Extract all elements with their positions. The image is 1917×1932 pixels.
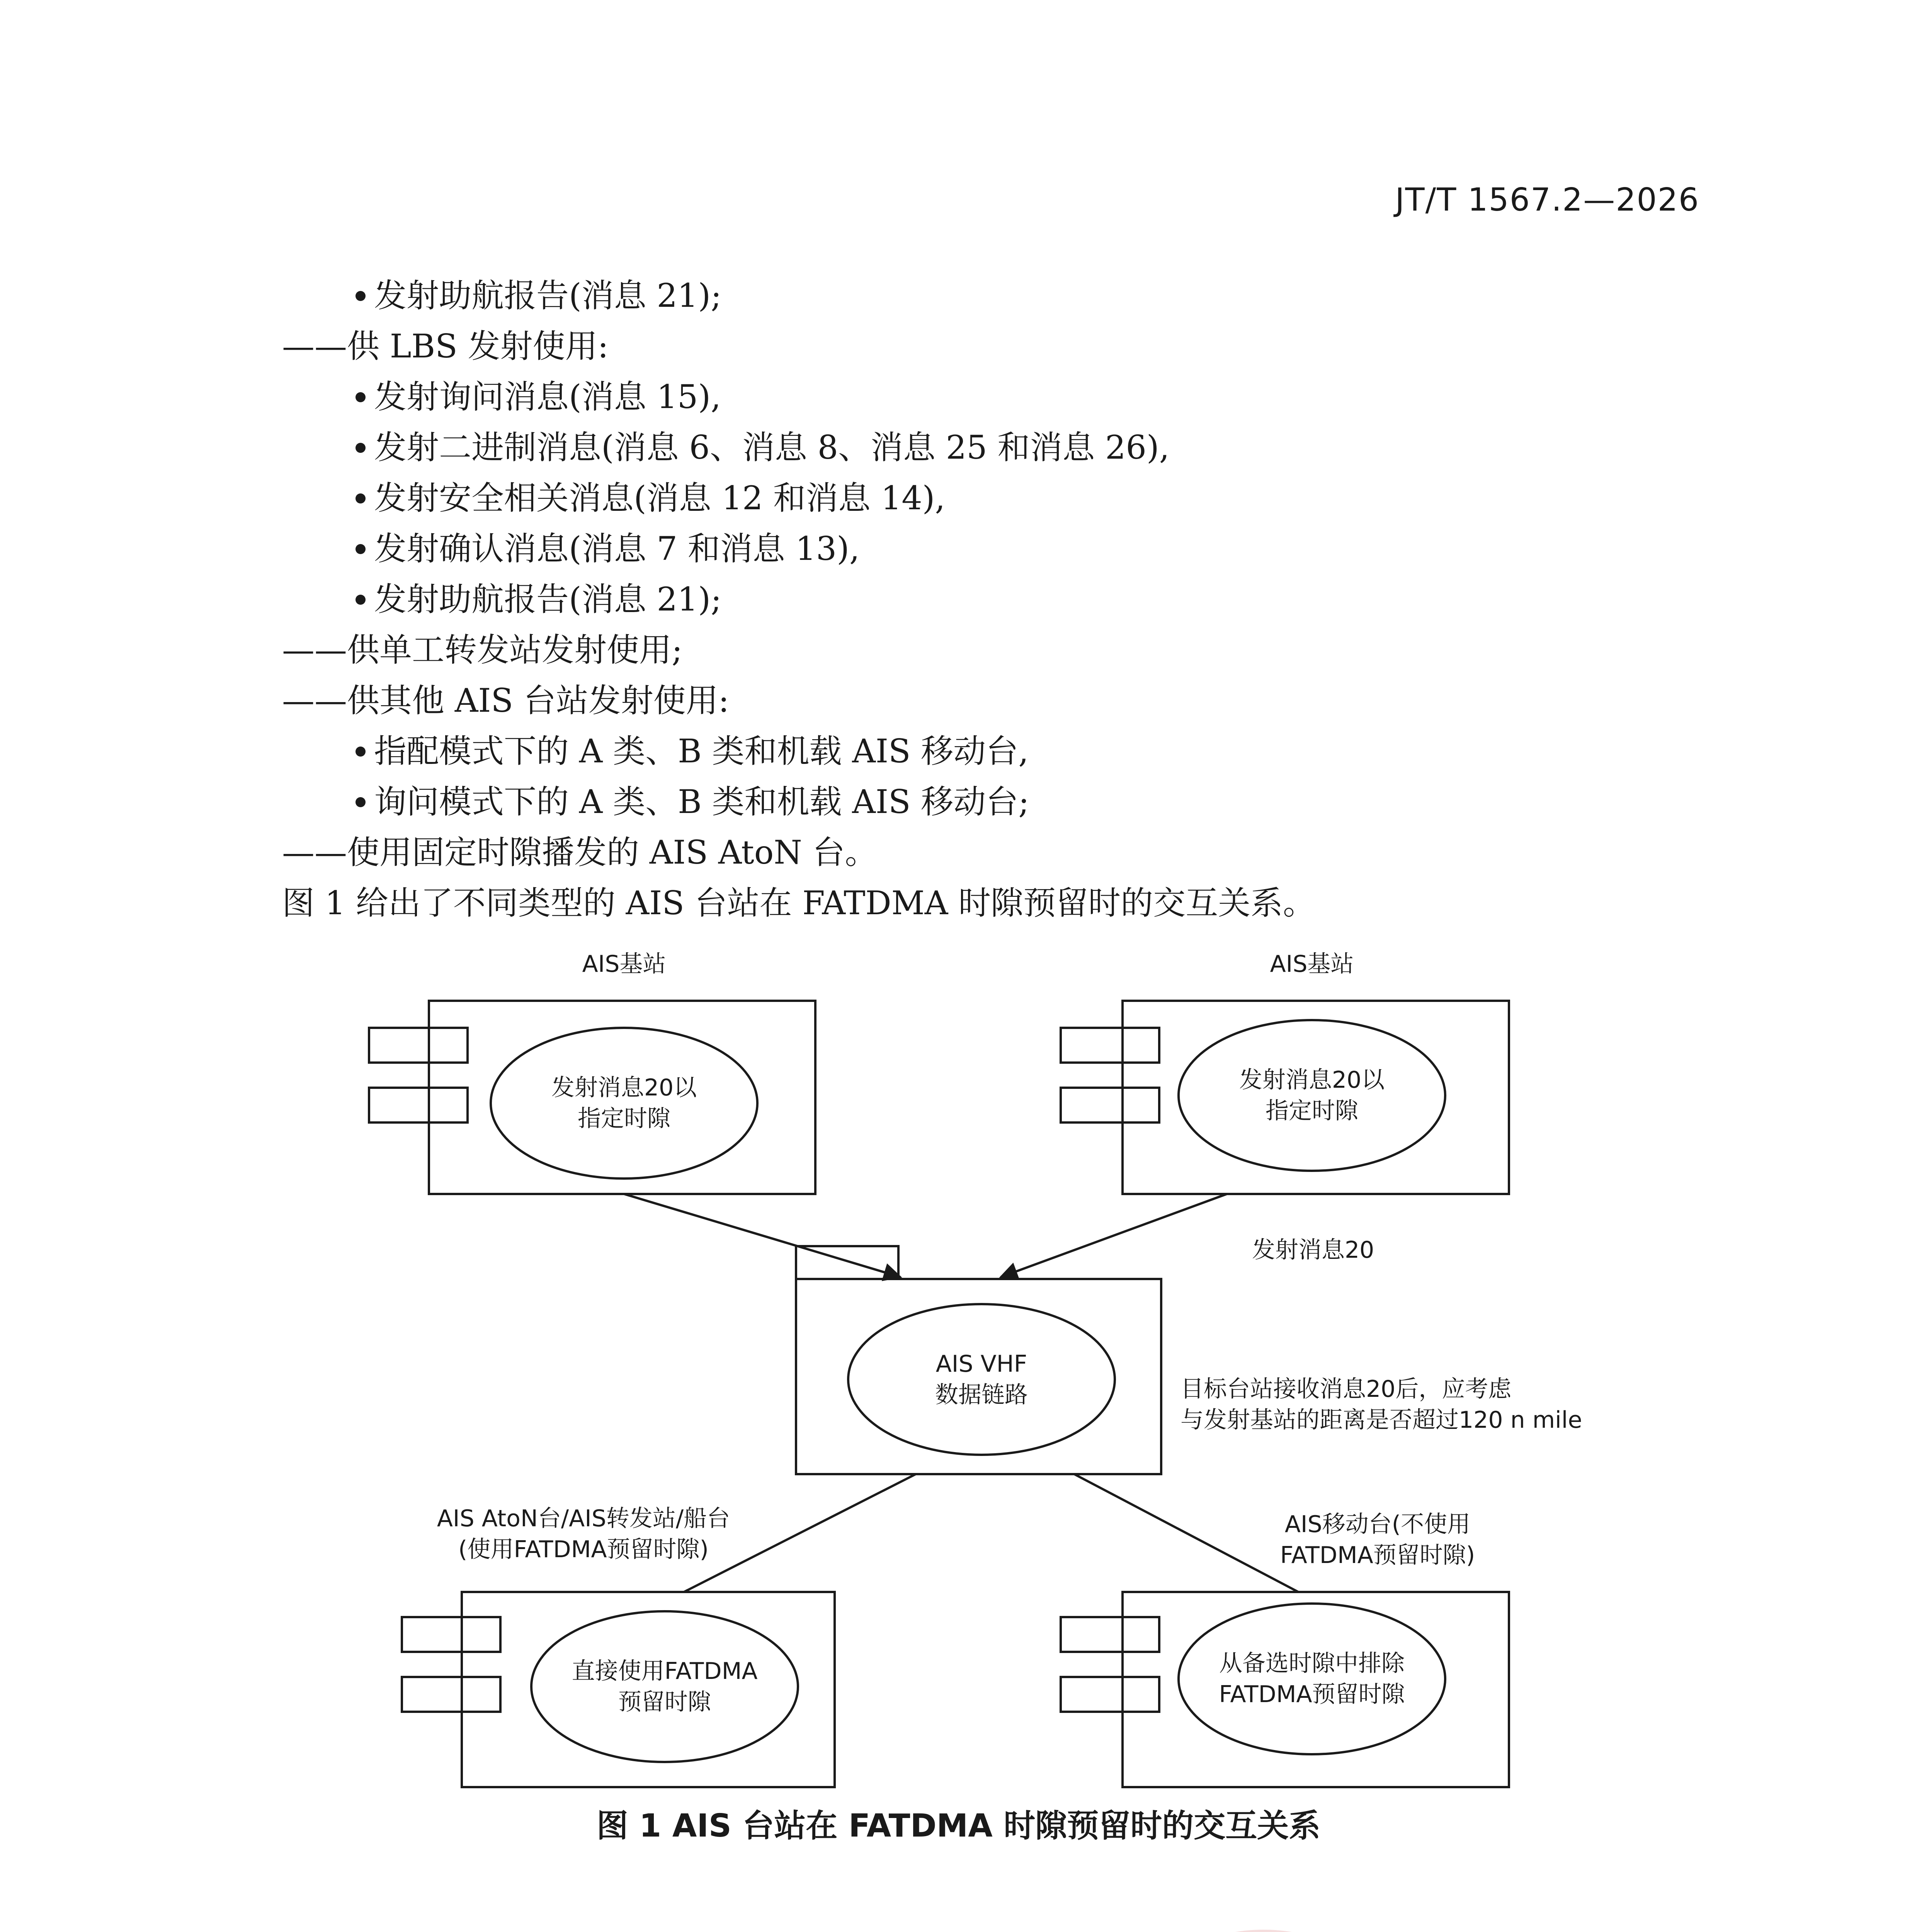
arrow-right-to-vhf: [1001, 1194, 1227, 1277]
aton-box: [462, 1592, 835, 1787]
vhf-box: [796, 1279, 1161, 1474]
mobile-port-1: [1061, 1617, 1159, 1652]
line-text: ——使用固定时隙播发的 AIS AtoN 台。: [282, 833, 878, 871]
intro-list-line-bullet: [282, 372, 1720, 422]
jt-stamp-logo: [1128, 1928, 1399, 1932]
link-vhf-to-mobile: [1074, 1474, 1298, 1592]
base-station-left-port-2: [369, 1088, 468, 1122]
target-note: 目标台站接收消息20后，应考虑 与发射基站的距离是否超过120 n mile: [1180, 1376, 1582, 1434]
intro-list-line-bullet: [282, 726, 1720, 777]
intro-list: [282, 270, 1720, 929]
intro-list-line-dash: [282, 675, 1720, 726]
intro-list-line-body: [282, 878, 1720, 929]
bullet-dot-icon: [356, 392, 366, 402]
line-text: ——供单工转发站发射使用;: [282, 631, 683, 669]
intro-list-line-bullet: [282, 473, 1720, 524]
link-vhf-to-aton: [684, 1474, 916, 1592]
base-station-right-node-text: 发射消息20以 指定时隙: [1239, 1066, 1385, 1124]
intro-list-line-bullet: [282, 270, 1720, 321]
line-text: 指配模式下的 A 类、B 类和机载 AIS 移动台,: [374, 732, 1029, 770]
aton-label: AIS AtoN台/AIS转发站/船台 (使用FATDMA预留时隙): [437, 1505, 730, 1563]
bullet-dot-icon: [356, 747, 366, 757]
mobile-label: AIS移动台(不使用 FATDMA预留时隙): [1280, 1511, 1475, 1569]
base-station-left-port-1: [369, 1028, 468, 1063]
bullet-dot-icon: [356, 544, 366, 554]
section-heading: [216, 1930, 552, 1932]
line-text: 发射确认消息(消息 7 和消息 13),: [374, 530, 860, 568]
bullet-dot-icon: [356, 443, 366, 453]
base-station-right-box: [1123, 1001, 1509, 1194]
line-text: 发射助航报告(消息 21);: [374, 277, 722, 315]
aton-port-1: [402, 1617, 500, 1652]
line-text: ——供其他 AIS 台站发射使用:: [282, 682, 730, 719]
intro-list-line-bullet: [282, 574, 1720, 625]
vhf-node-text: AIS VHF 数据链路: [935, 1350, 1028, 1408]
base-station-left-box: [429, 1001, 815, 1194]
base-station-left-label: AIS基站: [582, 951, 666, 978]
intro-list-line-dash: [282, 625, 1720, 675]
mobile-box: [1123, 1592, 1509, 1787]
standard-code: JT/T 1567.2—2026: [1395, 182, 1699, 218]
aton-node-text: 直接使用FATDMA 预留时隙: [572, 1658, 758, 1716]
intro-list-line-dash: [282, 321, 1720, 372]
mobile-ellipse: [1179, 1604, 1445, 1754]
line-text: 发射二进制消息(消息 6、消息 8、消息 25 和消息 26),: [374, 429, 1170, 466]
base-station-right-port-2: [1061, 1088, 1159, 1122]
base-station-right-ellipse: [1179, 1020, 1445, 1171]
intro-list-line-bullet: [282, 422, 1720, 473]
bullet-dot-icon: [356, 595, 366, 605]
mobile-node-text: 从备选时隙中排除 FATDMA预留时隙: [1219, 1650, 1405, 1708]
bullet-dot-icon: [356, 797, 366, 807]
line-text: 发射安全相关消息(消息 12 和消息 14),: [374, 479, 946, 517]
intro-list-line-dash: [282, 827, 1720, 878]
figure-caption: 图 1 AIS 台站在 FATDMA 时隙预留时的交互关系: [596, 1808, 1321, 1844]
arrow-left-to-vhf: [624, 1194, 900, 1277]
transmit-label: 发射消息20: [1252, 1236, 1374, 1264]
bullet-dot-icon: [356, 291, 366, 301]
line-text: 询问模式下的 A 类、B 类和机载 AIS 移动台;: [374, 783, 1029, 821]
bullet-dot-icon: [356, 493, 366, 503]
vhf-tab: [796, 1246, 898, 1279]
line-text: ——供 LBS 发射使用:: [282, 327, 609, 365]
base-station-right-label: AIS基站: [1270, 951, 1354, 978]
vhf-ellipse: [848, 1304, 1115, 1455]
intro-list-line-bullet: [282, 524, 1720, 574]
line-text: 图 1 给出了不同类型的 AIS 台站在 FATDMA 时隙预留时的交互关系。: [282, 884, 1316, 922]
intro-list-line-bullet: [282, 777, 1720, 827]
aton-ellipse: [531, 1611, 798, 1762]
base-station-left-node-text: 发射消息20以 指定时隙: [551, 1074, 697, 1132]
base-station-right-port-1: [1061, 1028, 1159, 1063]
aton-port-2: [402, 1677, 500, 1712]
line-text: 发射询问消息(消息 15),: [374, 378, 721, 416]
mobile-port-2: [1061, 1677, 1159, 1712]
line-text: 发射助航报告(消息 21);: [374, 580, 722, 618]
base-station-left-ellipse: [491, 1028, 757, 1179]
